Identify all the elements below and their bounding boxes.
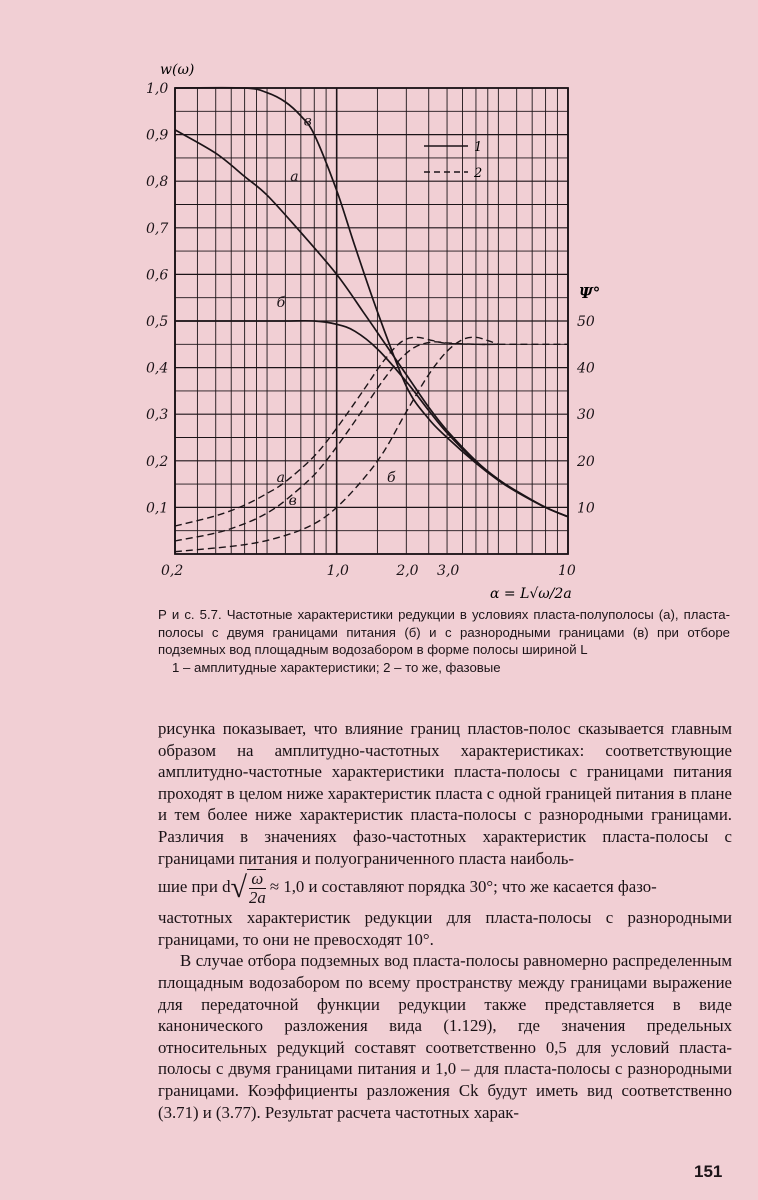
left-axis-title: w(ω) — [160, 62, 195, 78]
curve-label: а — [290, 169, 299, 186]
caption-text: Р и с. 5.7. Частотные характеристики редукции в условиях пласта-полуполосы (а), пласта-полосы с двумя границами питания (б) и с разнородными границами (в) при отборе подземных вод площадным водозабором в форме полосы шириной L — [158, 607, 730, 657]
curve-label: б — [386, 469, 396, 486]
y-right-tick-label: 40 — [577, 360, 595, 377]
curve-label: б — [276, 295, 286, 312]
x-tick-label: 10 — [558, 563, 576, 579]
right-axis-title: Ψ° — [579, 284, 601, 302]
page-number: 151 — [694, 1162, 723, 1181]
x-tick-label: 1,0 — [326, 563, 349, 579]
y-left-tick-label: 0,7 — [146, 220, 169, 237]
formula-prefix: шие при d — [158, 877, 231, 897]
formula-denominator: 2a — [248, 888, 266, 908]
curve-label: в — [303, 113, 312, 130]
x-tick-label: 3,0 — [437, 563, 460, 579]
y-right-tick-label: 50 — [577, 314, 595, 330]
paragraph-1: рисунка показывает, что влияние границ пластов-полос сказывается главным образом на амплитудно-частотных характеристиках: соответствующие амплитудно-частотные характеристики пласта-полосы с границами питания проходят в целом ниже характеристик пласта с одной границей питания в плане и тем более ниже характеристик пласта-полосы с разнородными границами. Различия в значениях фазо-частотных характеристик пласта-полосы с границами питания и полуограниченного пласта наиболь- — [158, 719, 732, 868]
chart-legend — [424, 140, 482, 181]
legend-label-1: 1 — [474, 140, 483, 155]
y-right-tick-label: 10 — [577, 500, 595, 517]
amplitude-curve-а — [175, 130, 568, 517]
figure-caption — [158, 606, 730, 676]
legend-label-2: 2 — [474, 166, 483, 181]
curve-label: в — [288, 493, 297, 510]
y-left-tick-label: 0,8 — [146, 174, 169, 191]
y-left-tick-label: 1,0 — [146, 81, 169, 97]
y-left-tick-label: 0,2 — [146, 453, 169, 470]
paragraph-2: частотных характеристик редукции для пласта-полосы с разнородными границами, то они не превосходят 10°. — [158, 908, 732, 949]
formula-suffix: ≈ 1,0 и составляют порядка 30°; что же касается фазо- — [265, 877, 657, 897]
body-text — [158, 718, 732, 1123]
y-left-tick-label: 0,4 — [146, 360, 169, 377]
y-right-tick-label: 20 — [577, 453, 595, 470]
formula-numerator: ω — [249, 870, 266, 889]
y-left-tick-label: 0,3 — [146, 407, 169, 424]
y-left-tick-label: 0,6 — [146, 267, 169, 284]
formula-fraction — [249, 870, 266, 907]
paragraph-3: В случае отбора подземных вод пласта-полосы равномерно распределенным площадным водозабором по всему пространству между границами выражение для передаточной функции редукции также представляется в виде канонического разложения вида (1.129), где значения предельных относительных редукций составят соответственно 0,5 для условий пласта-полосы с двумя границами питания и 1,0 – для пласта-полосы с разнородными границами. Коэффициенты разложения Ck будут иметь вид соответственно (3.71) и (3.77). Результат расчета частотных харак- — [158, 951, 732, 1122]
radical-sign: √ — [230, 871, 247, 905]
y-right-tick-label: 30 — [577, 407, 595, 424]
curve-label: а — [276, 469, 285, 486]
x-tick-label: 2,0 — [396, 563, 419, 579]
caption-legend: 1 – амплитудные характеристики; 2 – то же, фазовые — [172, 659, 501, 675]
x-axis-title: α = L√ω/2a — [490, 586, 572, 600]
chart-ticks — [146, 81, 595, 579]
formula-line — [158, 869, 732, 907]
y-left-tick-label: 0,5 — [146, 314, 169, 330]
y-left-tick-label: 0,1 — [146, 500, 169, 517]
chart-curves — [175, 88, 568, 552]
x-tick-label: 0,2 — [161, 563, 184, 579]
sqrt-body — [247, 869, 266, 907]
y-left-tick-label: 0,9 — [146, 127, 169, 144]
amplitude-curve-в — [175, 88, 568, 517]
